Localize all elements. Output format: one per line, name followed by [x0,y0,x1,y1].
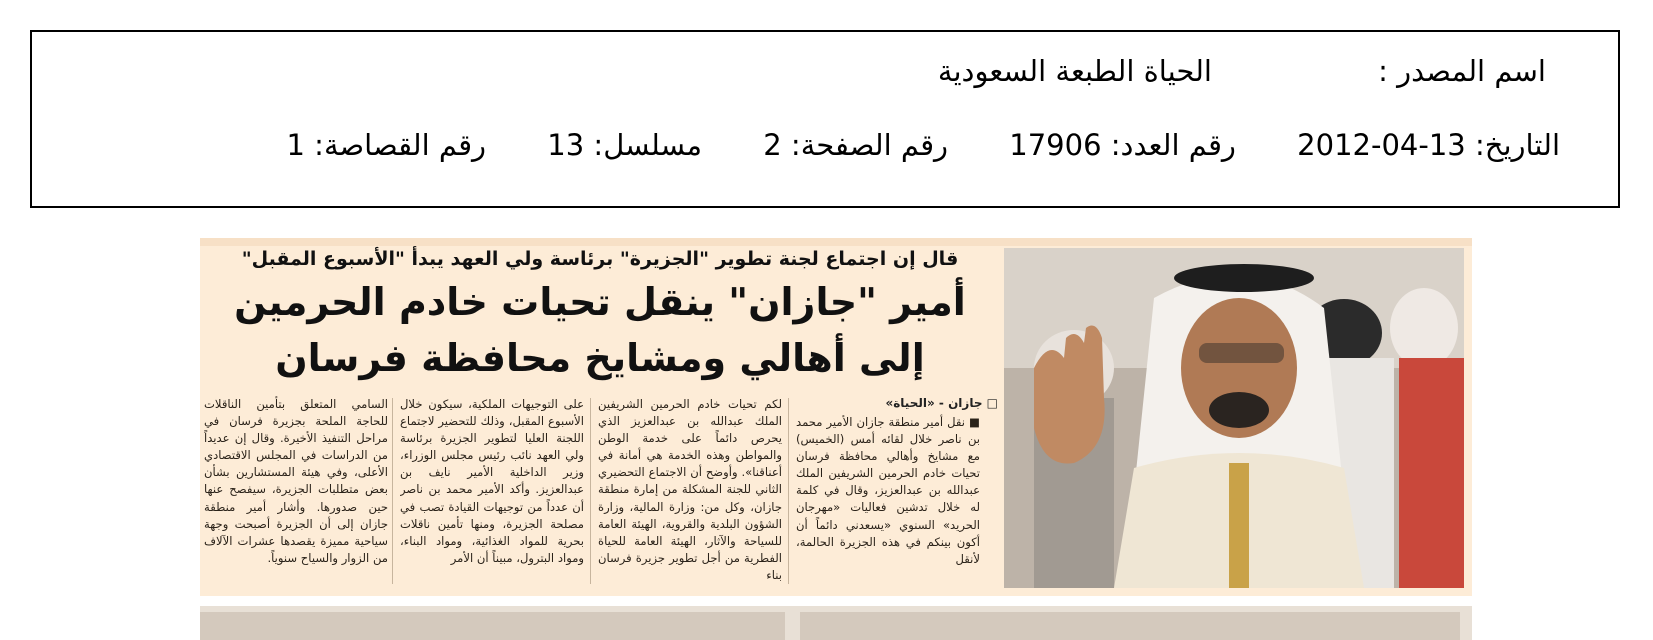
article-column-2: لكم تحيات خادم الحرمين الشريفين الملك عبدالله بن عبدالعزيز الذي يحرص دائماً على خدمة الوطن والمواطن وهذه الخدمة هي أمانة في أعناقنا». وأوضح أن الاجتماع التحضيري الثاني للجنة المشكلة من إمارة منطقة جازان، وكل من: وزارة المالية، وزارة الشؤون البلدية والقروية، الهيئة العامة للسياحة والآثار، الهيئة العامة للحياة الفطرية من أجل تطوير جزيرة فرسان بناء [598,397,782,582]
source-info-box [30,30,1620,208]
photo-illustration [1004,248,1464,588]
column-divider [392,398,393,584]
article-headline-line2: إلى أهالي ومشايخ محافظة فرسان [275,336,925,380]
issue-field: رقم العدد: 17906 [1009,128,1236,162]
clip-number-field: رقم القصاصة: 1 [286,128,487,162]
newspaper-clipping [200,238,1472,596]
date-field: التاريخ: 13-04-2012 [1297,128,1560,162]
clipping-image-fragment [200,612,785,640]
article-column-1: ■ نقل أمير منطقة جازان الأمير محمد بن ناصر خلال لقائه أمس (الخميس) مع مشايخ وأهالي محافظة فرسان تحيات خادم الحرمين الشريفين الملك عبدالله بن عبدالعزيز، وقال في كلمة له خلال تدشين فعاليات «مهرجان الحريد» السنوي «يسعدني دائماً أن أكون بينكم في هذه الجزيرة الحالمة، لأنقل [796,415,980,566]
article-kicker: قال إن اجتماع لجنة تطوير "الجزيرة" برئاسة ولي العهد يبدأ "الأسبوع المقبل" [241,248,959,270]
source-label: اسم المصدر : [1378,54,1546,88]
article-dateline: □ جازان - «الحياة» [885,396,998,410]
serial-field: مسلسل: 13 [547,128,703,162]
metadata-row [287,128,1560,162]
clipping-image-fragment [800,612,1460,640]
page-field: رقم الصفحة: 2 [763,128,949,162]
source-value: الحياة الطبعة السعودية [937,54,1212,88]
article-column-4: السامي المتعلق بتأمين الناقلات للحاجة الملحة بجزيرة فرسان في مراحل التنفيذ الأخيرة. وقال إن عديداً من الدراسات في المجلس الاقتصادي الأعلى، وفي هيئة المستشارين بشأن بعض متطلبات الجزيرة، سيفصح عنها حين صدورها. وأشار أمير منطقة جازان إلى أن الجزيرة أصبحت وجهة سياحية مميزة يقصدها عشرات الآلاف من الزوار والسياح سنوياً. [204,397,388,565]
clipping-top-edge [200,238,1472,246]
article-headline-line1: أمير "جازان" ينقل تحيات خادم الحرمين [234,280,966,324]
column-divider [590,398,591,584]
article-photo [1004,248,1464,588]
next-clipping-edge [200,606,1472,640]
column-divider [788,398,789,584]
article-column-3: على التوجيهات الملكية، سيكون خلال الأسبوع المقبل، وذلك للتحضير لاجتماع اللجنة العليا لتطوير الجزيرة برئاسة ولي العهد نائب رئيس مجلس الوزراء، وزير الداخلية الأمير نايف بن عبدالعزيز. وأكد الأمير محمد بن ناصر أن عدداً من توجيهات القيادة تصب في مصلحة الجزيرة، ومنها تأمين ناقلات بحرية للمواد الغذائية، ومواد البناء، ومواد البترول، مبيناً أن الأمر [400,397,584,565]
